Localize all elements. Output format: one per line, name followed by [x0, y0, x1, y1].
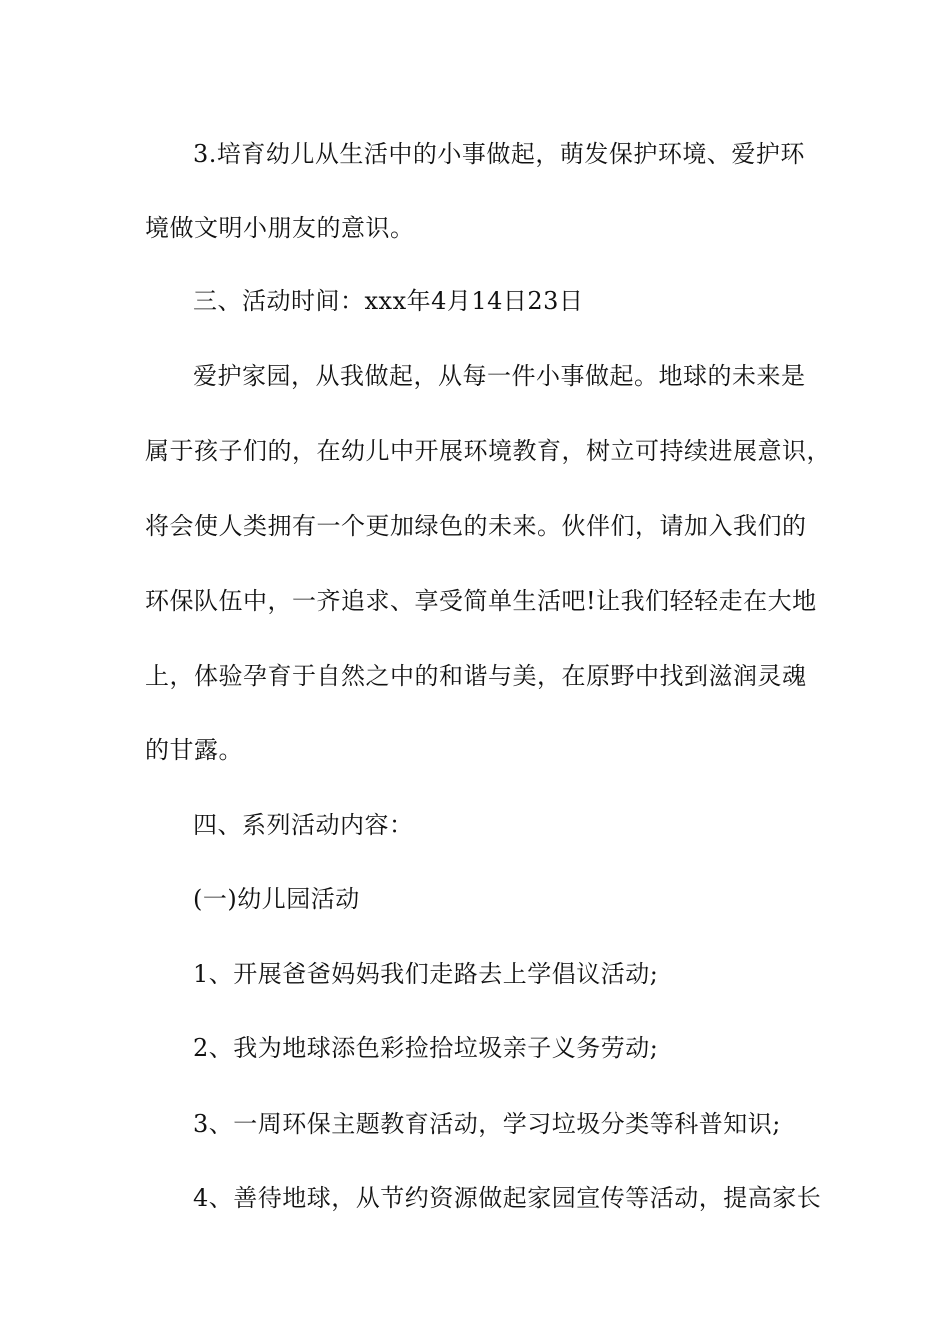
section-heading-activities: 四、系列活动内容：	[193, 811, 414, 839]
paragraph-goal-3-line-1: 3.培育幼儿从生活中的小事做起，萌发保护环境、爱护环	[193, 140, 805, 168]
list-item-2: 2、我为地球添色彩捡拾垃圾亲子义务劳动;	[193, 1034, 659, 1062]
paragraph-intro-line-1: 爱护家园，从我做起，从每一件小事做起。地球的未来是	[193, 362, 806, 390]
paragraph-intro-line-3: 将会使人类拥有一个更加绿色的未来。伙伴们，请加入我们的	[145, 512, 807, 540]
paragraph-intro-line-6: 的甘露。	[145, 736, 243, 764]
paragraph-intro-line-4: 环保队伍中，一齐追求、享受简单生活吧!让我们轻轻走在大地	[145, 587, 817, 615]
subsection-heading-kindergarten: (一)幼儿园活动	[193, 885, 360, 913]
paragraph-intro-line-2: 属于孩子们的，在幼儿中开展环境教育，树立可持续进展意识，	[145, 437, 831, 465]
list-item-1: 1、开展爸爸妈妈我们走路去上学倡议活动;	[193, 960, 659, 988]
list-item-4: 4、善待地球，从节约资源做起家园宣传等活动，提高家长	[193, 1184, 822, 1212]
paragraph-goal-3-line-2: 境做文明小朋友的意识。	[145, 214, 415, 242]
section-heading-activity-time: 三、活动时间：xxx年4月14日23日	[193, 287, 584, 315]
list-item-3: 3、一周环保主题教育活动，学习垃圾分类等科普知识;	[193, 1110, 781, 1138]
paragraph-intro-line-5: 上，体验孕育于自然之中的和谐与美，在原野中找到滋润灵魂	[145, 662, 807, 690]
